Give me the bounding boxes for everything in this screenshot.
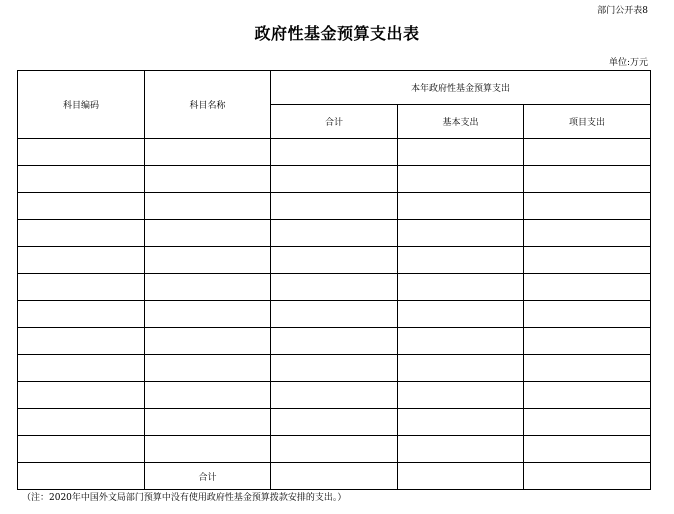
header-subject-name: 科目名称 (145, 71, 271, 139)
table-row (18, 382, 651, 409)
cell (398, 409, 524, 436)
cell (524, 355, 651, 382)
cell (271, 166, 398, 193)
cell (145, 436, 271, 463)
footnote: （注：2020年中国外文局部门预算中没有使用政府性基金预算拨款安排的支出。） (22, 493, 347, 503)
cell (18, 274, 145, 301)
cell (524, 220, 651, 247)
cell (524, 166, 651, 193)
budget-table (17, 70, 651, 490)
table-row (18, 166, 651, 193)
table-row (18, 328, 651, 355)
page-title: 政府性基金预算支出表 (254, 24, 420, 43)
table-row (18, 301, 651, 328)
table-row (18, 193, 651, 220)
cell (524, 139, 651, 166)
cell (398, 193, 524, 220)
cell (524, 301, 651, 328)
cell (18, 382, 145, 409)
cell (398, 301, 524, 328)
cell (18, 463, 145, 490)
cell (18, 301, 145, 328)
cell (524, 328, 651, 355)
cell (398, 328, 524, 355)
cell (524, 247, 651, 274)
cell (398, 139, 524, 166)
cell (18, 166, 145, 193)
cell (271, 328, 398, 355)
cell (18, 409, 145, 436)
table-row (18, 409, 651, 436)
cell (398, 382, 524, 409)
cell (271, 409, 398, 436)
cell (18, 193, 145, 220)
header-total: 合计 (271, 105, 398, 139)
cell (145, 139, 271, 166)
cell (145, 220, 271, 247)
cell (18, 328, 145, 355)
table-header-row (18, 71, 651, 105)
cell (145, 274, 271, 301)
form-code: 部门公开表8 (597, 6, 648, 16)
cell (145, 355, 271, 382)
cell (145, 328, 271, 355)
cell (271, 355, 398, 382)
cell (145, 409, 271, 436)
cell (145, 166, 271, 193)
cell (18, 247, 145, 274)
table-row (18, 247, 651, 274)
cell (524, 409, 651, 436)
cell (398, 463, 524, 490)
cell (398, 355, 524, 382)
header-basic-expenditure: 基本支出 (398, 105, 524, 139)
cell (524, 436, 651, 463)
cell (145, 382, 271, 409)
table-row (18, 436, 651, 463)
cell (398, 247, 524, 274)
cell (271, 139, 398, 166)
cell (271, 382, 398, 409)
cell (271, 274, 398, 301)
table-row (18, 139, 651, 166)
unit-label: 单位:万元 (608, 58, 648, 68)
cell (524, 463, 651, 490)
cell (18, 220, 145, 247)
header-current-year-fund-expenditure: 本年政府性基金预算支出 (271, 71, 651, 105)
table-row (18, 274, 651, 301)
cell (524, 382, 651, 409)
cell (18, 139, 145, 166)
header-subject-code: 科目编码 (18, 71, 145, 139)
cell (18, 436, 145, 463)
cell (271, 247, 398, 274)
total-row (18, 463, 651, 490)
cell (271, 436, 398, 463)
cell (271, 193, 398, 220)
cell (524, 274, 651, 301)
header-project-expenditure: 项目支出 (524, 105, 651, 139)
cell (18, 355, 145, 382)
table-row (18, 355, 651, 382)
total-row-label: 合计 (145, 463, 271, 490)
cell (398, 436, 524, 463)
cell (271, 301, 398, 328)
cell (271, 220, 398, 247)
cell (398, 166, 524, 193)
cell (145, 193, 271, 220)
cell (398, 220, 524, 247)
cell (145, 301, 271, 328)
cell (145, 247, 271, 274)
cell (398, 274, 524, 301)
cell (271, 463, 398, 490)
cell (524, 193, 651, 220)
table-row (18, 220, 651, 247)
